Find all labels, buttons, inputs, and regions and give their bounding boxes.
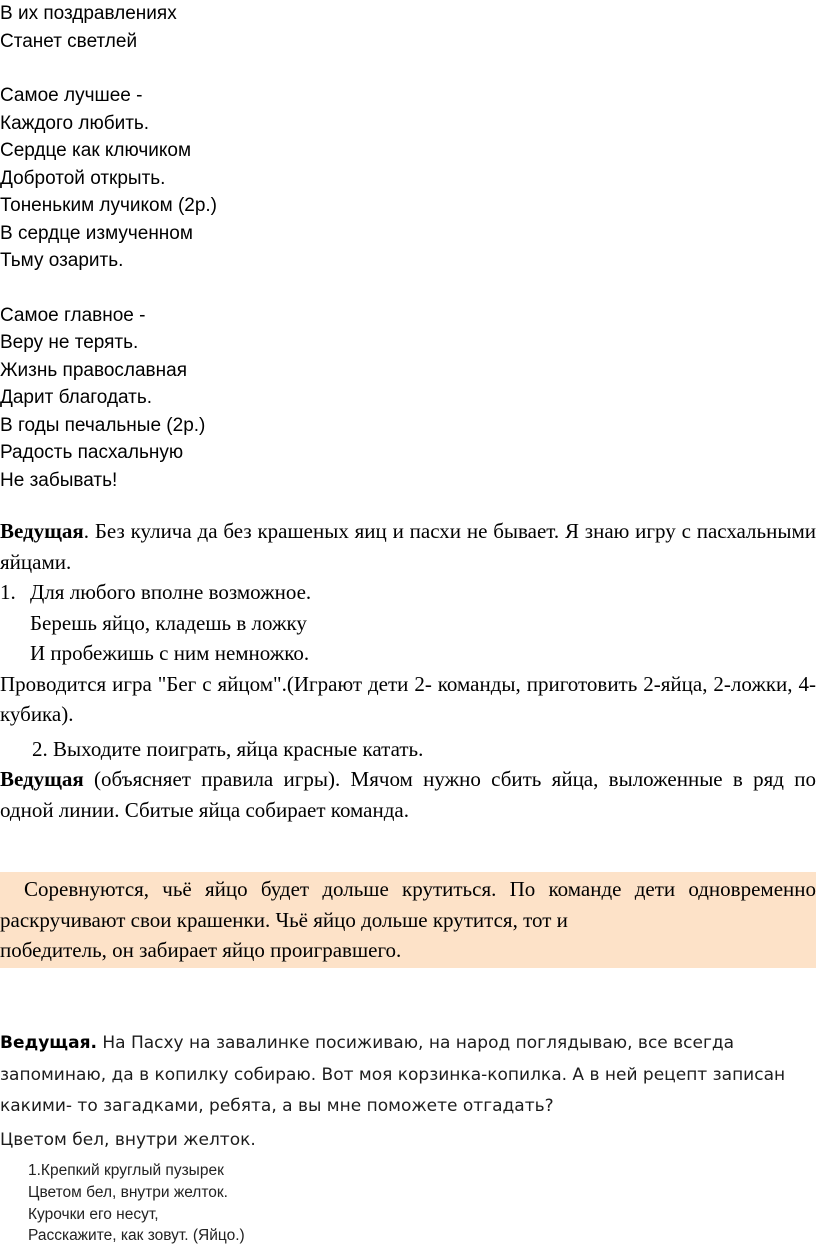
song-line: Каждого любить. xyxy=(0,112,150,134)
host-text: . Без кулича да без крашеных яиц и пасхи не бывает. Я знаю игру с пасхальными яйцами. xyxy=(0,519,816,574)
song-line: В их поздравлениях xyxy=(0,3,177,24)
riddle-line: Для любого вполне возможное. xyxy=(30,580,312,604)
riddle-line: 1.Крепкий круглый пузырек xyxy=(28,1162,224,1179)
song-line: В годы печальные (2р.) xyxy=(0,414,206,436)
highlight-text xyxy=(0,874,816,966)
riddle-line: Расскажите, как зовут. (Яйцо.) xyxy=(28,1227,245,1245)
riddle-line: Курочки его несут, xyxy=(28,1205,159,1223)
song-line: Радость пасхальную xyxy=(0,442,184,463)
song-line: Веру не терять. xyxy=(0,332,139,353)
song-line: Добротой открыть. xyxy=(0,167,166,189)
clue-line: Цветом бел, внутри желток. xyxy=(0,1129,256,1150)
riddle-line: И пробежишь с ним немножко. xyxy=(30,641,310,665)
song-line: Самое главное - xyxy=(0,304,146,326)
song-line: Тоненьким лучиком (2р.) xyxy=(0,195,218,216)
game-section xyxy=(0,516,816,825)
song-line: В сердце измученном xyxy=(0,222,193,244)
song-line: Дарит благодать. xyxy=(0,387,153,408)
riddle-egg xyxy=(28,1160,245,1247)
song-line: Не забывать! xyxy=(0,469,118,491)
riddle-line: Берешь яйцо, кладешь в ложку xyxy=(30,610,307,635)
speaker-label: Ведущая xyxy=(0,767,84,791)
host-paragraph-2 xyxy=(0,764,816,825)
song-line: Сердце как ключиком xyxy=(0,140,192,161)
song-line: Станет светлей xyxy=(0,30,138,52)
song-line: Самое лучшее - xyxy=(0,85,143,106)
highlighted-paragraph xyxy=(0,872,816,968)
host-section xyxy=(0,1028,816,1156)
song-line: Тьму озарить. xyxy=(0,250,124,271)
host-paragraph-1 xyxy=(0,516,816,577)
host-text: На Пасху на завалинке посиживаю, на народ поглядываю, все всегда запоминаю, да в копилку собираю. Вот моя корзинка-копилка. А в ней рецепт записан какими- то загадками, ребята, а вы мне поможете отгадать? xyxy=(0,1033,786,1116)
highlight-last-line: победитель, он забирает яйцо проигравшего. xyxy=(0,938,402,962)
list-number: 1. xyxy=(0,580,16,604)
riddle-egg-race xyxy=(0,577,816,669)
song-lyrics xyxy=(0,0,217,494)
list-item-2: 2. Выходите поиграть, яйца красные катать. xyxy=(32,736,424,761)
speaker-label: Ведущая xyxy=(0,519,84,543)
speaker-label: Ведущая. xyxy=(0,1033,97,1053)
host-text: (объясняет правила игры). Мячом нужно сбить яйца, выложенные в ряд по одной линии. Сбитые яйца собирает команда. xyxy=(0,767,816,822)
riddle-line: Цветом бел, внутри желток. xyxy=(28,1183,228,1201)
song-line: Жизнь православная xyxy=(0,359,188,381)
host-paragraph-3 xyxy=(0,1028,816,1123)
game-description: Проводится игра "Бег с яйцом".(Играют дети 2- команды, приготовить 2-яйца, 2-ложки, 4- кубика). xyxy=(0,671,816,726)
highlight-main: Соревнуются, чьё яйцо будет дольше крутиться. По команде дети одновременно раскручивают свои крашенки. Чьё яйцо дольше крутится, тот и xyxy=(0,877,816,932)
